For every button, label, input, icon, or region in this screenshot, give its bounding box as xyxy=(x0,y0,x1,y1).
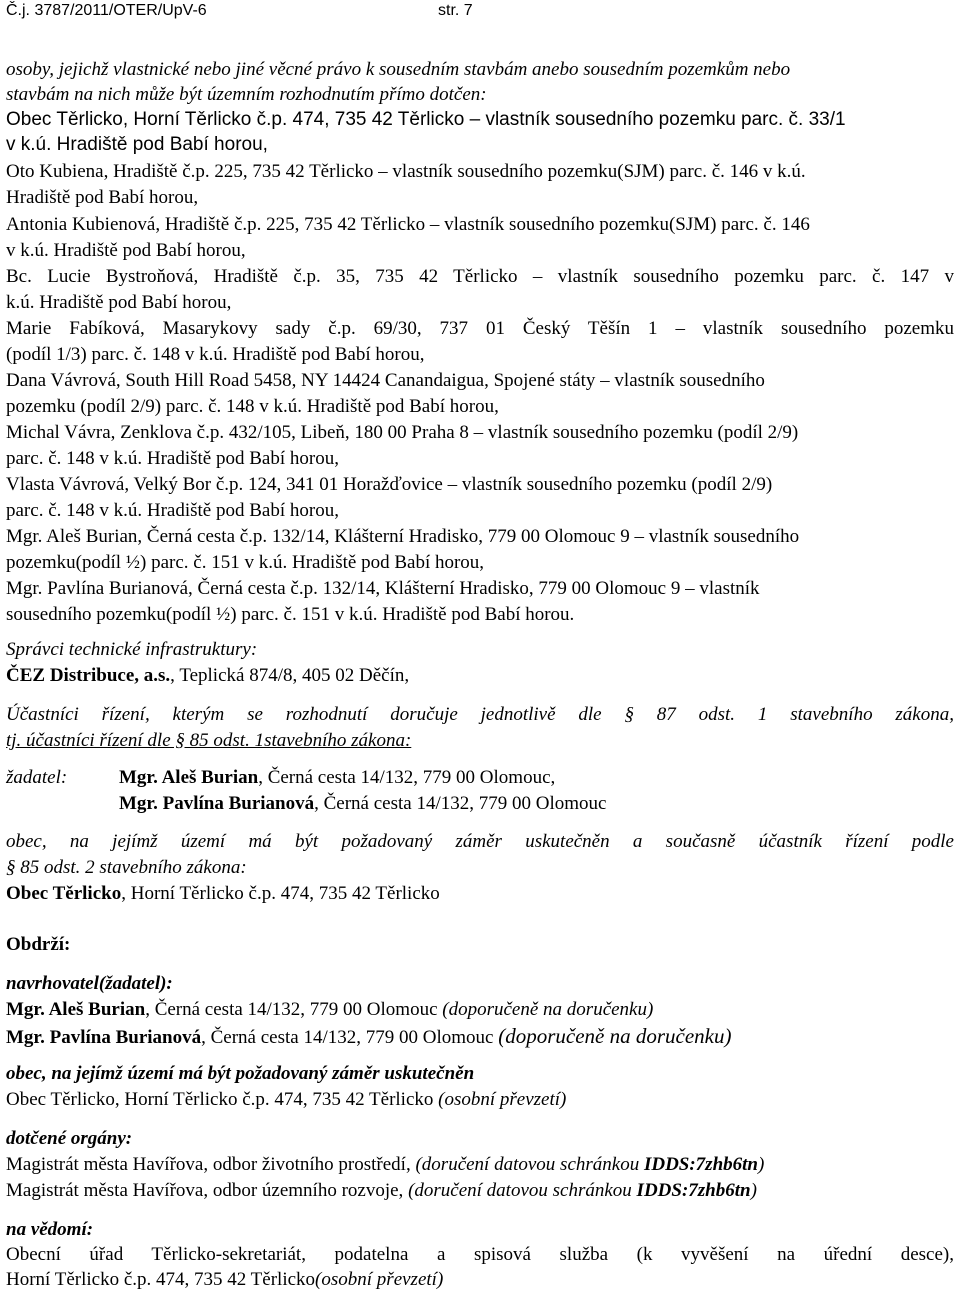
participant-line: pozemku(podíl ½) parc. č. 151 v k.ú. Hradiště pod Babí horou, xyxy=(6,552,485,573)
participant-line: Dana Vávrová, South Hill Road 5458, NY 14424 Canandaigua, Spojené státy – vlastník sousedního xyxy=(6,370,765,391)
participant-line: Michal Vávra, Zenklova č.p. 432/105, Libeň, 180 00 Praha 8 – vlastník sousedního pozemku (podíl 2/9) xyxy=(6,422,799,443)
participants-intro-1: osoby, jejichž vlastnické nebo jiné věcné právo k sousedním stavbám anebo sousedním pozemkům nebo xyxy=(6,59,791,80)
infrastructure-heading: Správci technické infrastruktury: xyxy=(6,639,258,660)
applicant-address: , Černá cesta 14/132, 779 00 Olomouc, xyxy=(258,767,556,788)
page-number: str. 7 xyxy=(438,2,473,19)
participants-intro-2: stavbám na nich může být územním rozhodnutím přímo dotčen: xyxy=(6,84,487,105)
databox-id: IDDS:7zhb6tn xyxy=(636,1180,751,1201)
participant-line: Obec Těrlicko, Horní Těrlicko č.p. 474, 735 42 Těrlicko – vlastník sousedního pozemku parc. č. 33/1 xyxy=(6,109,846,130)
authority-line: Magistrát města Havířova, odbor životního prostředí, (doručení datovou schránkou IDDS:7zhb6tn) xyxy=(6,1154,765,1175)
authority-line: Magistrát města Havířova, odbor územního rozvoje, (doručení datovou schránkou IDDS:7zhb6tn) xyxy=(6,1180,757,1201)
authorities-heading: dotčené orgány: xyxy=(6,1128,133,1149)
delivery-note-2: tj. účastníci řízení dle § 85 odst. 1stavebního zákona: xyxy=(6,730,412,751)
participant-line: k.ú. Hradiště pod Babí horou, xyxy=(6,292,232,313)
municipality-address: , Horní Těrlicko č.p. 474, 735 42 Těrlicko xyxy=(121,883,440,904)
delivery-method: (osobní převzetí) xyxy=(438,1089,567,1110)
delivery-method: (doporučeně na doručenku) xyxy=(442,999,654,1020)
applicant-address: , Černá cesta 14/132, 779 00 Olomouc xyxy=(314,793,607,814)
applicant-person: Mgr. Aleš Burian, Černá cesta 14/132, 779 00 Olomouc, xyxy=(119,767,556,788)
databox-id: IDDS:7zhb6tn xyxy=(643,1154,758,1175)
participant-line: parc. č. 148 v k.ú. Hradiště pod Babí horou, xyxy=(6,500,339,521)
applicant-label: žadatel: xyxy=(6,767,68,788)
participant-line: Mgr. Pavlína Burianová, Černá cesta č.p. 132/14, Klášterní Hradisko, 779 00 Olomouc 9 – vlastník xyxy=(6,578,760,599)
info-line-1: Obecní úřad Těrlicko-sekretariát, podatelna a spisová služba (k vyvěšení na úřední desce), xyxy=(6,1244,954,1265)
delivery-note-1: Účastníci řízení, kterým se rozhodnutí doručuje jednotlivě dle § 87 odst. 1 stavebního zákona, xyxy=(6,704,954,725)
participant-line: Oto Kubiena, Hradiště č.p. 225, 735 42 Těrlicko – vlastník sousedního pozemku(SJM) parc. č. 146 v k.ú. xyxy=(6,161,806,182)
municipality-line xyxy=(6,882,440,906)
participant-line: Vlasta Vávrová, Velký Bor č.p. 124, 341 01 Horažďovice – vlastník sousedního pozemku (podíl 2/9) xyxy=(6,474,773,495)
delivery-method: (doporučeně na doručenku) xyxy=(498,1024,732,1048)
participant-line: (podíl 1/3) parc. č. 148 v k.ú. Hradiště pod Babí horou, xyxy=(6,344,425,365)
participant-line: Hradiště pod Babí horou, xyxy=(6,187,199,208)
recipient-municipality-line: Obec Těrlicko, Horní Těrlicko č.p. 474, 735 42 Těrlicko (osobní převzetí) xyxy=(6,1089,567,1110)
recipients-heading: Obdrží: xyxy=(6,934,71,955)
infrastructure-name: ČEZ Distribuce, a.s. xyxy=(6,665,171,686)
applicant-name: Aleš Burian xyxy=(161,767,259,788)
participant-line: sousedního pozemku(podíl ½) parc. č. 151 v k.ú. Hradiště pod Babí horou. xyxy=(6,604,575,625)
municipality-name: Obec Těrlicko xyxy=(6,883,122,904)
participant-line: v k.ú. Hradiště pod Babí horou, xyxy=(6,240,246,261)
municipality-note-2: § 85 odst. 2 stavebního zákona: xyxy=(6,857,247,878)
proposer-line: Mgr. Pavlína Burianová, Černá cesta 14/132, 779 00 Olomouc (doporučeně na doručenku) xyxy=(6,1024,732,1048)
proposer-name: Aleš Burian xyxy=(48,999,146,1020)
applicant-name: Pavlína Burianová xyxy=(162,793,315,814)
infrastructure-address: , Teplická 874/8, 405 02 Děčín, xyxy=(170,665,410,686)
infrastructure-line xyxy=(6,664,409,688)
proposer-name: Pavlína Burianová xyxy=(49,1027,202,1048)
reference-number: Č.j. 3787/2011/OTER/UpV-6 xyxy=(6,2,207,19)
proposer-heading: navrhovatel(žadatel): xyxy=(6,973,173,994)
participant-line: Marie Fabíková, Masarykovy sady č.p. 69/30, 737 01 Český Těšín 1 – vlastník sousedního pozemku xyxy=(6,318,954,339)
info-heading: na vědomí: xyxy=(6,1219,94,1240)
applicant-person: Mgr. Pavlína Burianová, Černá cesta 14/132, 779 00 Olomouc xyxy=(119,793,607,814)
participant-line: v k.ú. Hradiště pod Babí horou, xyxy=(6,134,268,155)
delivery-method: (osobní převzetí) xyxy=(315,1269,444,1290)
participant-line: Antonia Kubienová, Hradiště č.p. 225, 735 42 Těrlicko – vlastník sousedního pozemku(SJM) parc. č. 146 xyxy=(6,214,810,235)
municipality-note-1: obec, na jejímž území má být požadovaný záměr uskutečněn a současně účastník řízení podle xyxy=(6,831,954,852)
info-line-2: Horní Těrlicko č.p. 474, 735 42 Těrlicko(osobní převzetí) xyxy=(6,1269,444,1290)
participant-line: Mgr. Aleš Burian, Černá cesta č.p. 132/14, Klášterní Hradisko, 779 00 Olomouc 9 – vlastník sousedního xyxy=(6,526,800,547)
recipient-municipality-heading: obec, na jejímž území má být požadovaný záměr uskutečněn xyxy=(6,1063,475,1084)
proposer-line: Mgr. Aleš Burian, Černá cesta 14/132, 779 00 Olomouc (doporučeně na doručenku) xyxy=(6,999,654,1020)
participant-line: parc. č. 148 v k.ú. Hradiště pod Babí horou, xyxy=(6,448,339,469)
participant-line: pozemku (podíl 2/9) parc. č. 148 v k.ú. Hradiště pod Babí horou, xyxy=(6,396,499,417)
participant-line: Bc. Lucie Bystroňová, Hradiště č.p. 35, 735 42 Těrlicko – vlastník sousedního pozemku parc. č. 147 v xyxy=(6,266,954,287)
